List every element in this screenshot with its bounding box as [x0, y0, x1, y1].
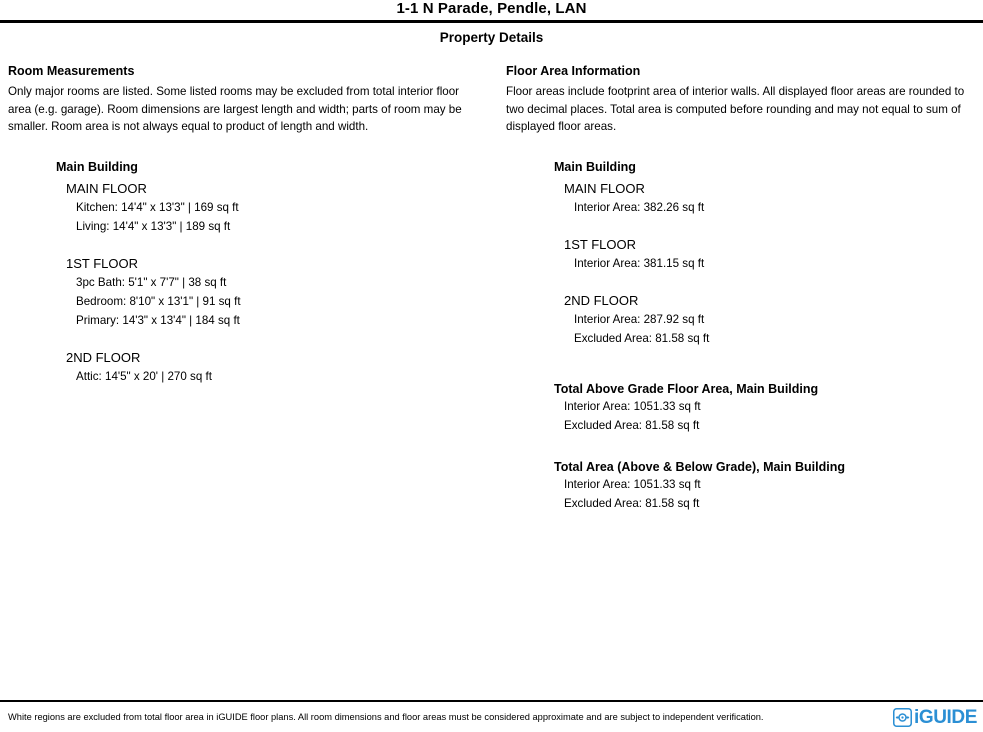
floor-name: 2ND FLOOR [564, 292, 639, 308]
floor-area-information-column [500, 64, 983, 513]
floor-group [8, 179, 484, 236]
room-measurements-column [0, 64, 500, 513]
total-above-grade-block [506, 381, 973, 435]
room-entry: Bedroom: 8'10" x 13'1" | 91 sq ft [76, 294, 241, 308]
floor-group [506, 235, 973, 273]
footer-body [0, 702, 983, 732]
floor-group [506, 179, 973, 217]
room-entry: Primary: 14'3" x 13'4" | 184 sq ft [76, 313, 240, 327]
total-entry: Excluded Area: 81.58 sq ft [564, 496, 700, 510]
right-building-name: Main Building [554, 159, 636, 174]
room-entry: Living: 14'4" x 13'3" | 189 sq ft [76, 219, 231, 233]
floor-group [8, 348, 484, 386]
content-columns [0, 64, 983, 513]
iguide-camera-icon [893, 708, 912, 727]
floor-name: 1ST FLOOR [66, 255, 139, 271]
total-entry: Excluded Area: 81.58 sq ft [564, 418, 700, 432]
area-entry: Interior Area: 287.92 sq ft [574, 312, 705, 326]
page-footer [0, 700, 983, 732]
room-entry: 3pc Bath: 5'1" x 7'7" | 38 sq ft [76, 275, 227, 289]
room-measurements-note: Only major rooms are listed. Some listed rooms may be excluded from total interior floor area (e.g. garage). Room dimensions are largest length and width; parts of room may be smaller. Room area is not always equal to product of length and width. [8, 85, 462, 133]
total-entry: Interior Area: 1051.33 sq ft [564, 477, 701, 491]
floor-name: 1ST FLOOR [564, 236, 637, 252]
header-divider [0, 20, 983, 23]
floor-area-information-title: Floor Area Information [506, 64, 641, 78]
page-title: 1-1 N Parade, Pendle, LAN [396, 0, 587, 17]
area-entry: Excluded Area: 81.58 sq ft [574, 331, 710, 345]
room-entry: Attic: 14'5" x 20' | 270 sq ft [76, 369, 212, 383]
iguide-wordmark: iGUIDE [913, 706, 977, 728]
total-area-title: Total Area (Above & Below Grade), Main Building [554, 459, 845, 474]
footer-disclaimer: White regions are excluded from total floor area in iGUIDE floor plans. All room dimensions and floor areas must be considered approximate and are subject to independent verification. [8, 712, 764, 722]
floor-name: 2ND FLOOR [66, 349, 141, 365]
room-entry: Kitchen: 14'4" x 13'3" | 169 sq ft [76, 200, 239, 214]
floor-name: MAIN FLOOR [564, 180, 645, 196]
left-building-name: Main Building [56, 159, 138, 174]
floor-group [506, 291, 973, 348]
room-measurements-title: Room Measurements [8, 64, 135, 78]
right-building-block [506, 160, 973, 348]
total-entry: Interior Area: 1051.33 sq ft [564, 399, 701, 413]
area-entry: Interior Area: 381.15 sq ft [574, 256, 705, 270]
iguide-logo [893, 708, 977, 727]
floor-area-information-note: Floor areas include footprint area of interior walls. All displayed floor areas are rounded to two decimal places. Total area is computed before rounding and may not equal to sum of displayed floor areas. [506, 85, 965, 133]
floor-group [8, 254, 484, 330]
total-above-grade-title: Total Above Grade Floor Area, Main Building [554, 381, 819, 396]
page-subtitle: Property Details [439, 30, 544, 45]
floor-name: MAIN FLOOR [66, 180, 147, 196]
left-building-block [8, 160, 484, 386]
area-entry: Interior Area: 382.26 sq ft [574, 200, 705, 214]
total-area-block [506, 459, 973, 513]
